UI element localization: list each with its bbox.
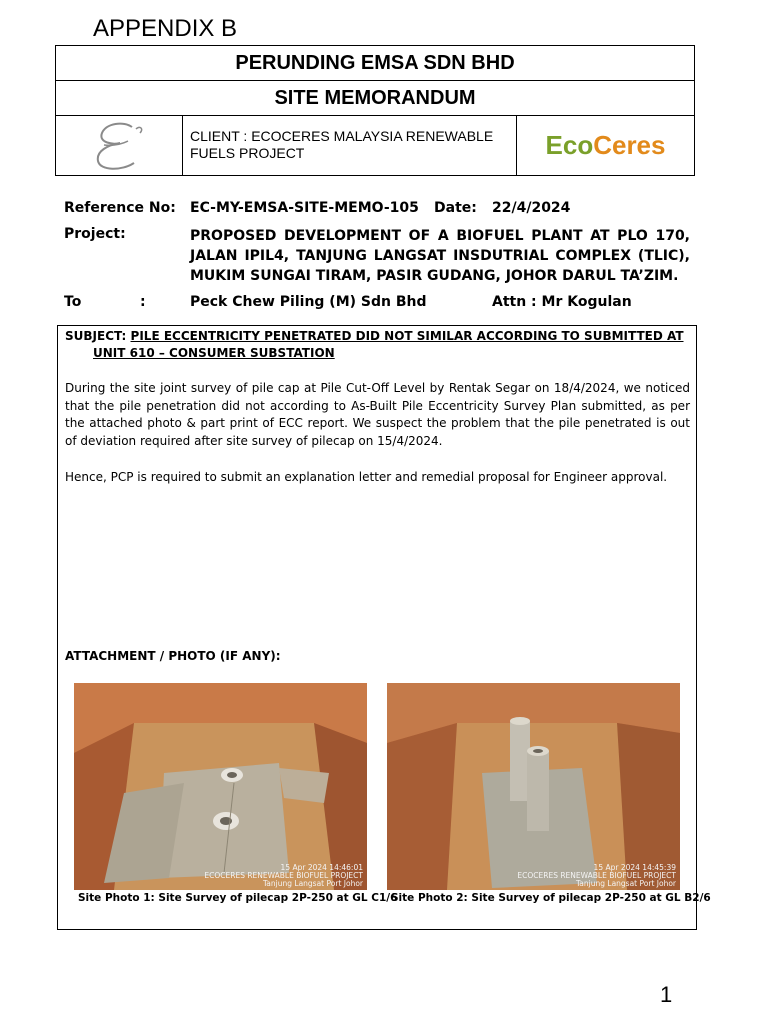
to-colon: :	[140, 294, 146, 310]
page-number: 1	[660, 982, 673, 1007]
company-name: PERUNDING EMSA SDN BHD	[56, 46, 694, 81]
project-label: Project:	[64, 226, 126, 242]
attention: Attn : Mr Kogulan	[492, 294, 632, 310]
ecoceres-logo	[517, 116, 694, 175]
emsa-logo-icon	[56, 116, 183, 175]
memo-body	[57, 325, 711, 930]
reference-label: Reference No:	[64, 200, 176, 216]
to-label: To	[64, 294, 82, 310]
subject-line-1: PILE ECCENTRICITY PENETRATED DID NOT SIMILAR ACCORDING TO SUBMITTED AT	[130, 329, 684, 343]
subject	[65, 328, 685, 362]
date-value: 22/4/2024	[492, 200, 571, 216]
logo-part-eco: Eco	[545, 130, 594, 160]
photo-caption-2: Site Photo 2: Site Survey of pilecap 2P-250 at GL B2/6	[391, 892, 711, 904]
stamp-line: Tanjung Langsat Port Johor	[575, 879, 676, 888]
to-value: Peck Chew Piling (M) Sdn Bhd	[190, 294, 427, 310]
subject-line-2: UNIT 610 – CONSUMER SUBSTATION	[93, 346, 335, 360]
stamp-line: ECOCERES RENEWABLE BIOFUEL PROJECT	[204, 871, 363, 880]
photo-stamp	[204, 864, 363, 888]
date-label: Date:	[434, 200, 477, 216]
client-name: CLIENT : ECOCERES MALAYSIA RENEWABLE FUELS PROJECT	[183, 116, 517, 175]
project-line: JALAN IPIL4, TANJUNG LANGSAT INSDUTRIAL COMPLEX (TLIC),	[190, 248, 690, 264]
project-line: MUKIM SUNGAI TIRAM, PASIR GUDANG, JOHOR DARUL TA’ZIM.	[190, 268, 679, 284]
site-photo-1	[74, 683, 367, 890]
appendix-title: APPENDIX B	[93, 15, 238, 42]
photo-caption-1: Site Photo 1: Site Survey of pilecap 2P-250 at GL C1/6	[78, 892, 398, 904]
project-line: PROPOSED DEVELOPMENT OF A BIOFUEL PLANT AT PLO 170,	[190, 228, 690, 244]
project-description	[190, 226, 690, 286]
stamp-line: Tanjung Langsat Port Johor	[262, 879, 363, 888]
logo-part-ceres: Ceres	[593, 130, 666, 160]
paragraph-1: During the site joint survey of pile cap at Pile Cut-Off Level by Rentak Segar on 18/4/2024, we noticed that the pile penetration did not according to As-Built Pile Eccentricity Survey Plan submitted, as per the attached photo & part print of ECC report. We suspect the problem that the pile penetrated is out of deviation required after site survey of pilecap on 15/4/2024.	[65, 381, 690, 448]
client-row	[56, 116, 694, 175]
photo-stamp	[517, 864, 676, 888]
reference-value: EC-MY-EMSA-SITE-MEMO-105	[190, 200, 419, 216]
stamp-line: ECOCERES RENEWABLE BIOFUEL PROJECT	[517, 871, 676, 880]
stamp-line: 15 Apr 2024 14:45:39	[593, 863, 676, 872]
stamp-line: 15 Apr 2024 14:46:01	[280, 863, 363, 872]
subject-label: SUBJECT:	[65, 329, 127, 343]
attachment-label: ATTACHMENT / PHOTO (IF ANY):	[65, 649, 281, 663]
paragraph-2: Hence, PCP is required to submit an explanation letter and remedial proposal for Engineer approval.	[65, 470, 668, 484]
memo-header	[55, 45, 695, 176]
document-title: SITE MEMORANDUM	[56, 81, 694, 116]
site-photo-2	[387, 683, 680, 890]
